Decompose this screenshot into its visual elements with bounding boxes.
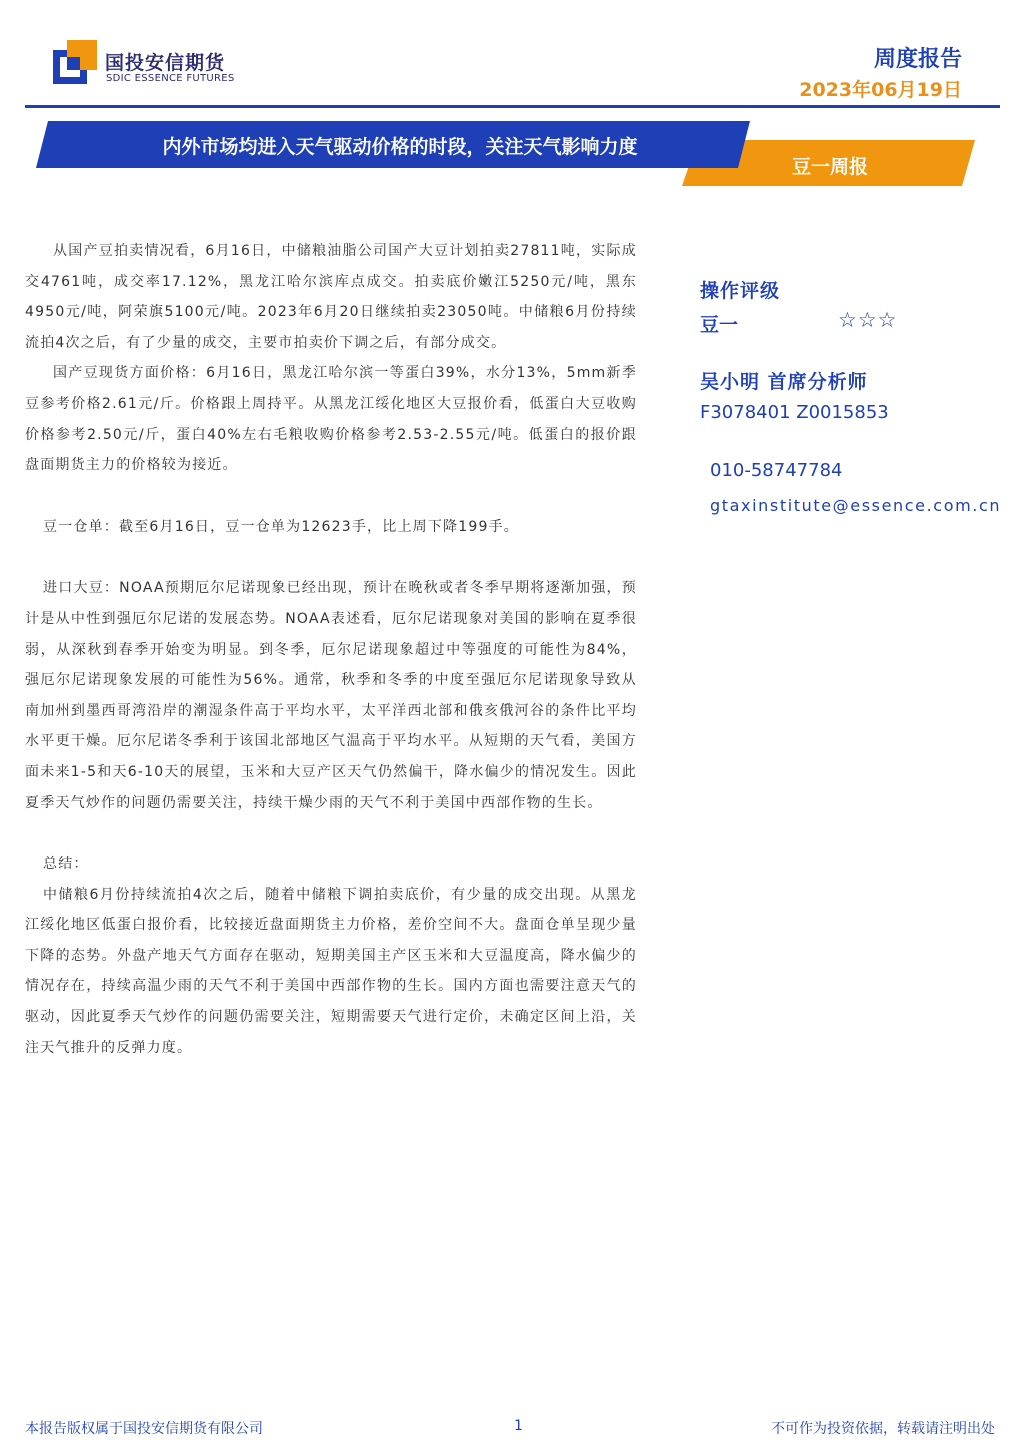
paragraph-imported-soybean: 进口大豆：NOAA预期厄尔尼诺现象已经出现，预计在晚秋或者冬季早期将逐渐加强，预计是从中性到强厄尔尼诺的发展态势。NOAA表述看，厄尔尼诺现象对美国的影响在夏季很弱，从深秋到春季开始变为明显。到冬季，厄尔尼诺现象超过中等强度的可能性为84%，强厄尔尼诺现象发展的可能性为56%。通常，秋季和冬季的中度至强厄尔尼诺现象导致从南加州到墨西哥湾沿岸的潮湿条件高于平均水平，太平洋西北部和俄亥俄河谷的条件比平均水平更干燥。厄尔尼诺冬季利于该国北部地区气温高于平均水平。从短期的天气看，美国方面未来1-5和天6-10天的展望，玉米和大豆产区天气仍然偏干，降水偏少的情况发生。因此夏季天气炒作的问题仍需要关注，持续干燥少雨的天气不利于美国中西部作物的生长。 [25,580,637,811]
contact-email[interactable]: gtaxinstitute@essence.com.cn [710,496,1002,515]
report-date: 2023年06月19日 [799,79,962,101]
rating-product: 豆一 [700,314,739,336]
report-body [25,236,637,1063]
report-category-tag: 豆一周报 [791,156,868,178]
company-logo [53,40,233,90]
analyst-certificates: F3078401 Z0015853 [700,402,889,423]
rating-stars-icon: ☆☆☆ [838,308,898,332]
footer-disclaimer: 不可作为投资依据，转载请注明出处 [771,1421,995,1437]
company-name-en: SDIC ESSENCE FUTURES [106,73,235,84]
paragraph-summary: 中储粮6月份持续流拍4次之后，随着中储粮下调拍卖底价，有少量的成交出现。从黑龙江绥化地区低蛋白报价看，比较接近盘面期货主力价格，差价空间不大。盘面仓单呈现少量下降的态势。外盘产地天气方面存在驱动，短期美国主产区玉米和大豆温度高，降水偏少的情况存在，持续高温少雨的天气不利于美国中西部作物的生长。国内方面也需要注意天气的驱动，因此夏季天气炒作的问题仍需要关注，短期需要天气进行定价，未确定区间上沿，关注天气推升的反弹力度。 [25,886,637,1056]
spacer [25,818,637,849]
header-divider [25,105,1000,108]
spacer [25,542,637,573]
page-number: 1 [514,1418,523,1434]
report-title: 内外市场均进入天气驱动价格的时段，关注天气影响力度 [162,136,638,158]
rating-title: 操作评级 [700,280,781,302]
footer-copyright: 本报告版权属于国投安信期货有限公司 [25,1421,263,1437]
analyst-name: 吴小明 首席分析师 [700,371,868,393]
paragraph-spot-price: 国产豆现货方面价格：6月16日，黑龙江哈尔滨一等蛋白39%，水分13%，5mm新季豆参考价格2.61元/斤。价格跟上周持平。从黑龙江绥化地区大豆报价看，低蛋白大豆收购价格参考2.50元/斤，蛋白40%左右毛粮收购价格参考2.53-2.55元/吨。低蛋白的报价跟盘面期货主力的价格较为接近。 [25,365,637,474]
report-type: 周度报告 [873,47,962,72]
paragraph-auction: 从国产豆拍卖情况看，6月16日，中储粮油脂公司国产大豆计划拍卖27811吨，实际成交4761吨，成交率17.12%，黑龙江哈尔滨库点成交。拍卖底价嫩江5250元/吨，黑东4950元/吨，阿荣旗5100元/吨。2023年6月20日继续拍卖23050吨。中储粮6月份持续流拍4次之后，有了少量的成交，主要市拍卖价下调之后，有部分成交。 [25,243,637,351]
spacer [25,481,637,512]
company-name-cn: 国投安信期货 [105,52,226,74]
summary-label: 总结： [43,856,89,873]
logo-mark-icon [53,40,97,84]
contact-phone: 010-58747784 [710,460,843,481]
paragraph-warehouse-receipts: 豆一仓单：截至6月16日，豆一仓单为12623手，比上周下降199手。 [43,518,519,535]
